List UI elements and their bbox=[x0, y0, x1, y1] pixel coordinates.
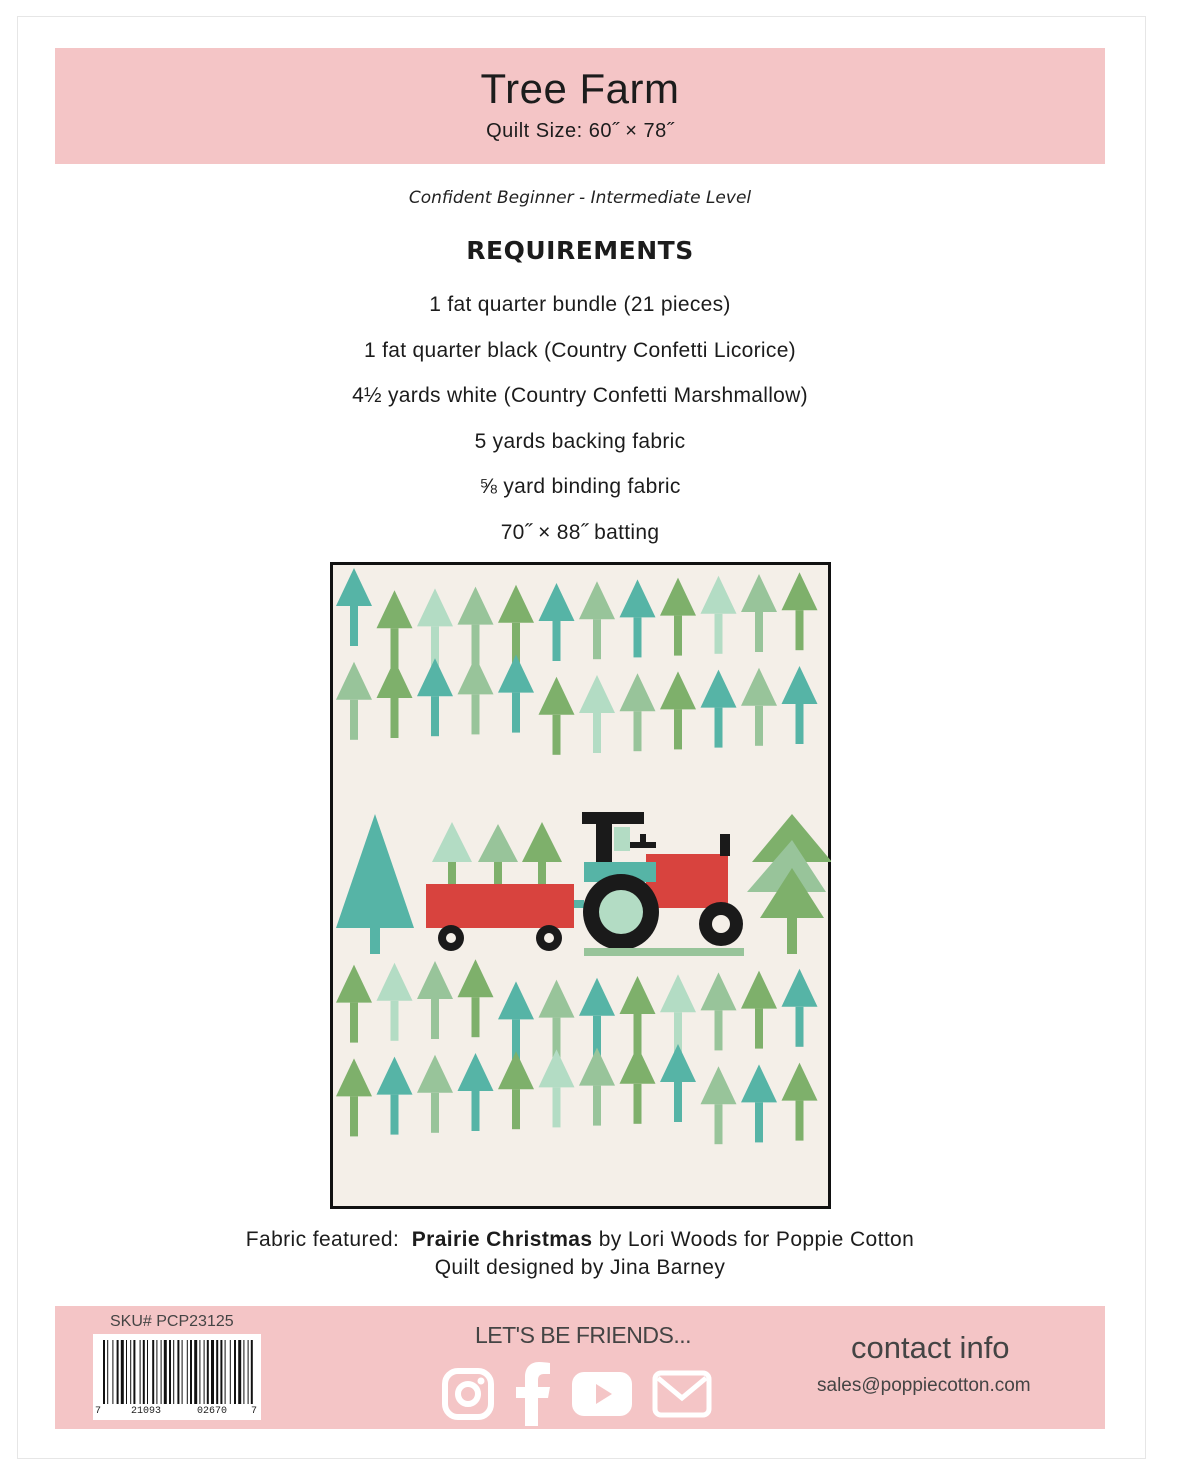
barcode-digit-left: 7 bbox=[95, 1406, 102, 1417]
credits bbox=[0, 1226, 1160, 1282]
email-icon[interactable] bbox=[652, 1370, 712, 1422]
contact-email[interactable]: sales@poppiecotton.com bbox=[817, 1375, 1031, 1396]
sku-label: SKU# PCP23125 bbox=[110, 1313, 234, 1330]
instagram-icon[interactable] bbox=[440, 1366, 496, 1426]
friends-label: LET'S BE FRIENDS... bbox=[475, 1322, 691, 1348]
header-band bbox=[55, 48, 1105, 164]
designer-credit: Quilt designed by Jina Barney bbox=[434, 1256, 726, 1279]
footer-band bbox=[55, 1306, 1105, 1429]
barcode-digits-group2: 02670 bbox=[197, 1406, 228, 1417]
requirement-item: 1 fat quarter black (Country Confetti Licorice) bbox=[364, 338, 796, 362]
fabric-line-name: Prairie Christmas bbox=[411, 1228, 593, 1251]
requirement-item: ⅝ yard binding fabric bbox=[479, 475, 681, 498]
requirement-item: 5 yards backing fabric bbox=[474, 429, 686, 453]
requirement-item: 1 fat quarter bundle (21 pieces) bbox=[429, 293, 731, 316]
requirements-list bbox=[0, 288, 1160, 561]
requirement-item: 4½ yards white (Country Confetti Marshmallow) bbox=[352, 384, 808, 407]
pattern-title: Tree Farm bbox=[480, 65, 680, 112]
barcode bbox=[93, 1334, 261, 1420]
skill-level: Confident Beginner - Intermediate Level bbox=[408, 188, 752, 208]
facebook-icon[interactable] bbox=[516, 1362, 552, 1430]
fabric-credit bbox=[0, 1226, 1160, 1254]
quilt-size: Quilt Size: 60˝ × 78˝ bbox=[486, 120, 674, 142]
quilt-image bbox=[330, 562, 831, 1209]
barcode-bars bbox=[93, 1334, 261, 1420]
requirements-heading: REQUIREMENTS bbox=[466, 236, 694, 265]
fabric-suffix: by Lori Woods for Poppie Cotton bbox=[598, 1228, 915, 1251]
contact-title: contact info bbox=[851, 1330, 1010, 1365]
youtube-icon[interactable] bbox=[572, 1372, 632, 1420]
social-links bbox=[440, 1362, 732, 1430]
requirement-item: 70˝ × 88˝ batting bbox=[500, 520, 660, 544]
quilt-illustration bbox=[330, 562, 831, 1209]
fabric-prefix: Fabric featured: bbox=[245, 1228, 400, 1251]
barcode-digit-right: 7 bbox=[251, 1406, 258, 1417]
barcode-digits-group1: 21093 bbox=[131, 1406, 162, 1417]
